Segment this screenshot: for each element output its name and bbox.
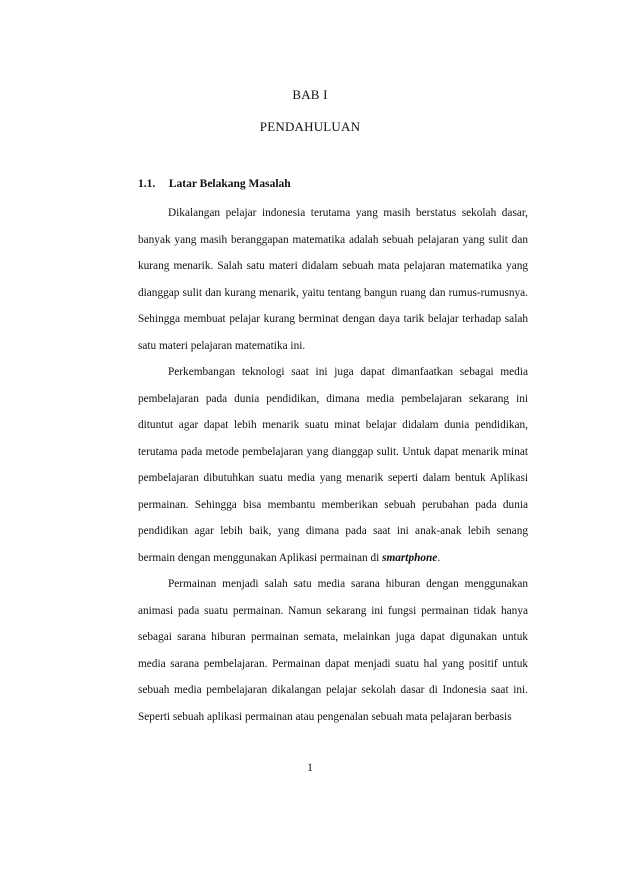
paragraph-2-text: Perkembangan teknologi saat ini juga dapat dimanfaatkan sebagai media pembelajaran pada dunia pendidikan, dimana media pembelajaran sekarang ini dituntut agar dapat lebih menarik suatu minat belajar didalam dunia pendidikan, terutama pada metode pembelajaran yang dianggap sulit. Untuk dapat menarik minat pembelajaran dibutuhkan suatu media yang menarik seperti dalam bentuk Aplikasi permainan. Sehingga bisa membantu memberikan sebuah perubahan pada dunia pendidikan agar lebih baik, yang dimana pada saat ini anak-anak lebih senang bermain dengan menggunakan Aplikasi permainan di (138, 366, 528, 564)
paragraph-2-end: . (437, 551, 441, 564)
emphasis-smartphone: smartphone (382, 551, 438, 564)
paragraph-3: Permainan menjadi salah satu media sarana hiburan dengan menggunakan animasi pada suatu permainan. Namun sekarang ini fungsi permainan tidak hanya sebagai sarana hiburan permainan semata, melainkan juga dapat digunakan untuk media sarana pembelajaran. Permainan dapat menjadi suatu hal yang positif untuk sebuah media pembelajaran dikalangan pelajar sekolah dasar di Indonesia saat ini. Seperti sebuah aplikasi permainan atau pengenalan sebuah mata pelajaran berbasis (138, 578, 528, 723)
chapter-title: PENDAHULUAN (259, 119, 361, 134)
page-number: 1 (307, 760, 313, 774)
paragraph-1: Dikalangan pelajar indonesia terutama yang masih berstatus sekolah dasar, banyak yang masih beranggapan matematika adalah sebuah pelajaran yang sulit dan kurang menarik. Salah satu materi didalam sebuah mata pelajaran matematika yang dianggap sulit dan kurang menarik, yaitu tentang bangun ruang dan rumus-rumusnya. Sehingga membuat pelajar kurang berminat dengan daya tarik belajar terhadap salah satu materi pelajaran matematika ini. (138, 207, 528, 352)
section-number: 1.1. (138, 178, 156, 190)
chapter-label: BAB I (292, 87, 328, 102)
paragraph-2 (138, 359, 528, 571)
section-heading (138, 178, 291, 190)
body-text (138, 200, 528, 730)
section-title: Latar Belakang Masalah (168, 178, 291, 190)
